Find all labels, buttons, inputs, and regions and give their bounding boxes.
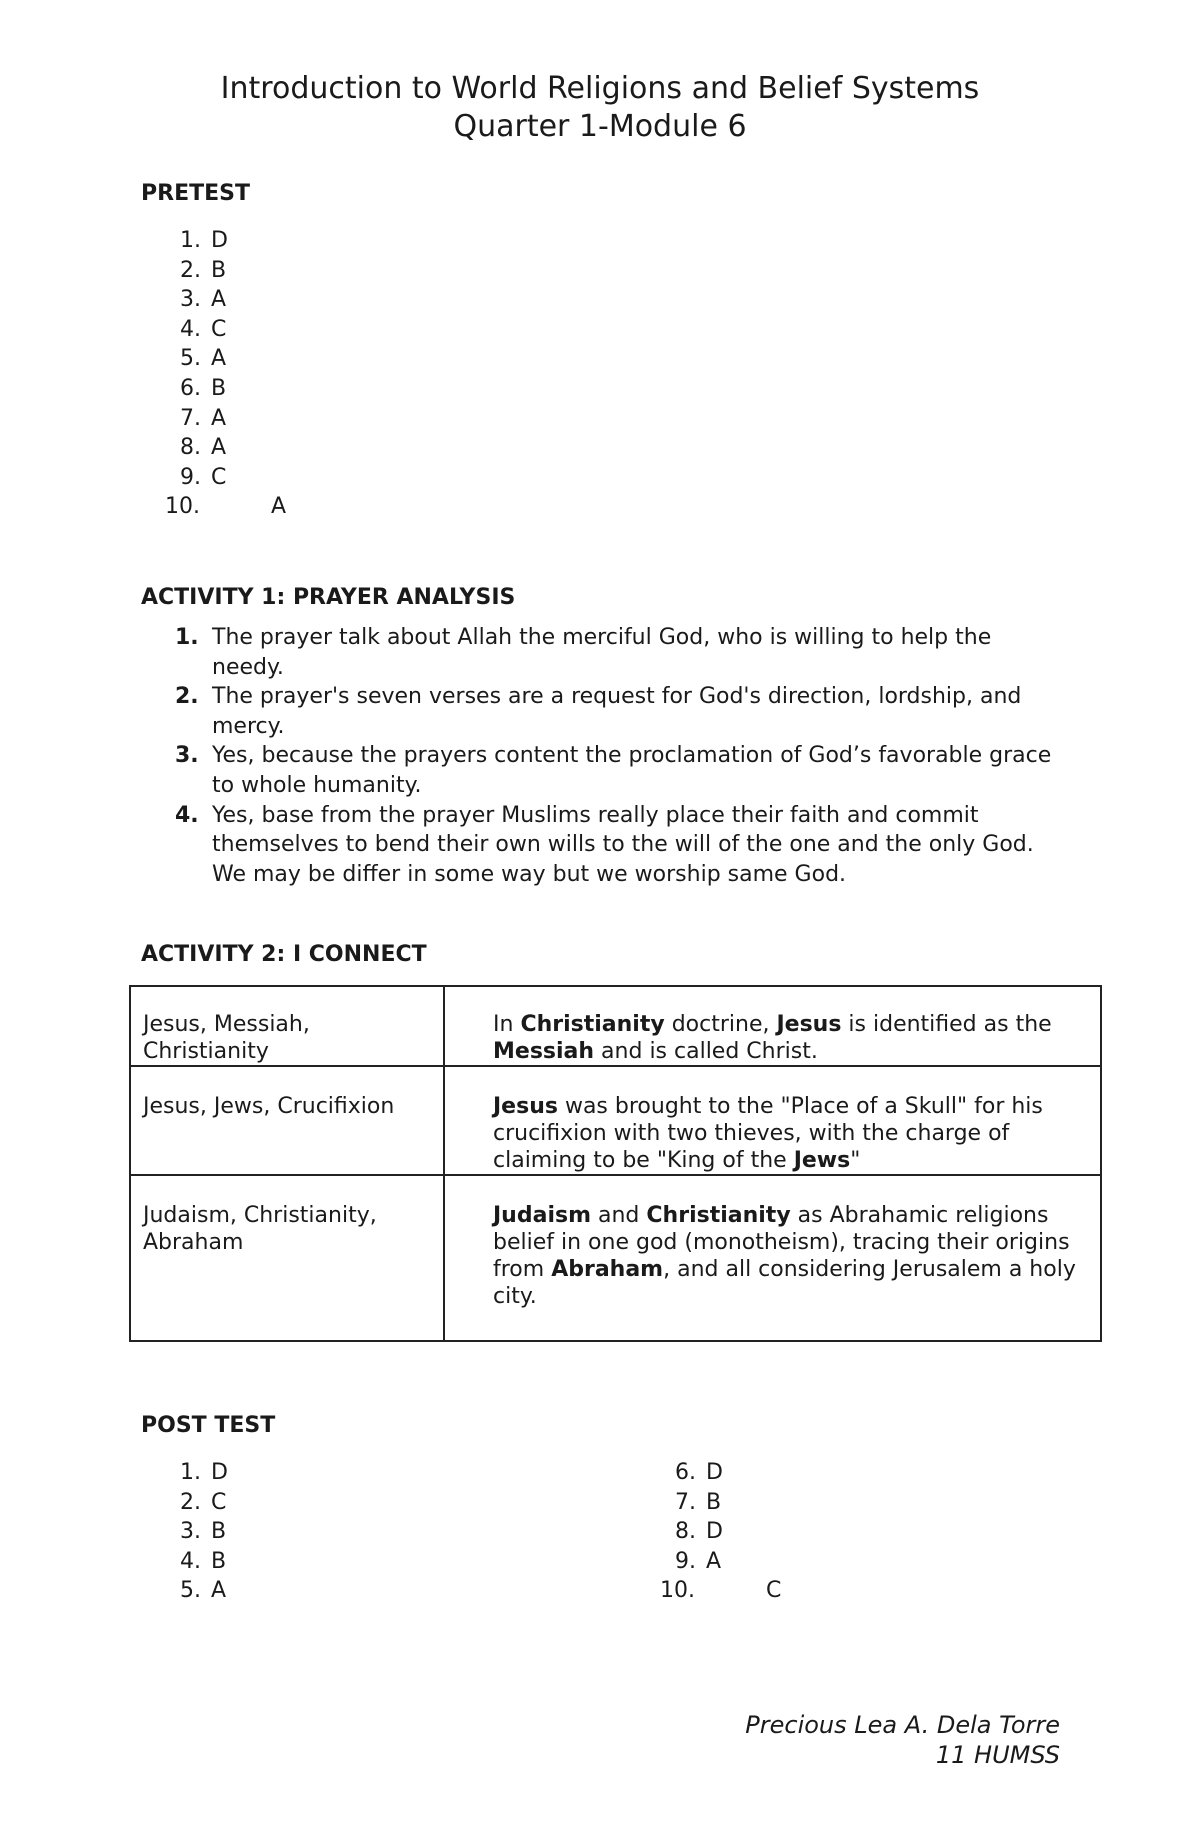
answer-letter: D [211, 228, 228, 253]
title-line-1: Introduction to World Religions and Belief Systems [220, 71, 980, 106]
activity1-heading: ACTIVITY 1: PRAYER ANALYSIS [141, 585, 516, 610]
answer-item [660, 1576, 960, 1606]
answer-item [165, 374, 465, 404]
connect-keyword-bold: Jesus [493, 1094, 558, 1119]
connect-text: and is called Christ. [594, 1039, 818, 1064]
answer-number: 5. [180, 1578, 201, 1604]
answer-letter: D [211, 1460, 228, 1485]
connect-text: is identified as the [841, 1012, 1052, 1037]
student-section: 11 HUMSS [935, 1741, 1060, 1769]
answer-letter: A [211, 287, 227, 313]
answer-item [165, 463, 465, 493]
answer-item [165, 433, 465, 463]
posttest-answer-list-1 [165, 1458, 465, 1606]
connect-text: doctrine, [664, 1012, 777, 1037]
answer-number: 8. [675, 1519, 696, 1545]
connect-table [129, 985, 1102, 1342]
answer-number: 2. [180, 257, 201, 283]
answer-letter: C [766, 1578, 782, 1604]
connect-keywords-text: Judaism, Christianity, Abraham [143, 1203, 377, 1255]
answer-number: 7. [180, 405, 201, 431]
activity1-item-text: The prayer talk about Allah the merciful God, who is willing to help the needy. [212, 625, 992, 680]
connect-text: was brought to the "Place of a Skull" for his crucifixion with two thieves, with the charge of claiming to be "King of the [493, 1094, 1043, 1173]
answer-item [165, 1547, 465, 1577]
connect-text: " [850, 1148, 861, 1173]
answer-item [165, 404, 465, 434]
connect-keyword-bold: Jesus [776, 1012, 842, 1037]
activity1-item-number: 3. [175, 743, 199, 769]
answer-number: 7. [675, 1489, 696, 1515]
answer-number: 9. [180, 464, 201, 490]
answer-number: 2. [180, 1489, 201, 1515]
answer-letter: C [211, 464, 227, 490]
activity2-heading: ACTIVITY 2: I CONNECT [141, 942, 427, 967]
connect-keywords [130, 1175, 444, 1341]
answer-letter: A [706, 1548, 722, 1574]
connect-text: as Abrahamic religions belief in one god (monotheism), tracing their origins from [493, 1203, 1070, 1282]
answer-number: 3. [180, 1519, 201, 1545]
connect-text: and [591, 1203, 647, 1228]
answer-letter: A [271, 494, 287, 520]
activity1-item [175, 741, 1055, 800]
activity1-item-number: 1. [175, 625, 199, 650]
posttest-heading: POST TEST [141, 1413, 276, 1438]
connect-keywords [130, 1066, 444, 1175]
answer-number: 6. [675, 1460, 696, 1485]
answer-item [165, 315, 465, 345]
connect-row [130, 1066, 1101, 1175]
answer-number: 5. [180, 346, 201, 372]
connect-keyword-bold: Abraham [551, 1257, 664, 1282]
answer-letter: C [211, 1489, 227, 1515]
answer-letter: A [211, 1578, 227, 1604]
signature-block [745, 1710, 1060, 1770]
answer-item [660, 1458, 960, 1488]
connect-keyword-bold: Judaism [493, 1203, 592, 1228]
answer-item [660, 1547, 960, 1577]
answer-letter: C [211, 316, 227, 342]
activity1-list [175, 623, 1055, 889]
answer-letter: B [211, 375, 227, 401]
answer-letter: B [211, 1519, 227, 1545]
connect-keyword-bold: Jews [793, 1148, 851, 1173]
answer-item [165, 492, 465, 522]
answer-number: 1. [180, 1460, 201, 1485]
connect-text: In [493, 1012, 521, 1037]
answer-number: 3. [180, 287, 201, 313]
answer-item [165, 1458, 465, 1488]
answer-letter: B [706, 1489, 722, 1515]
answer-letter: D [706, 1460, 723, 1485]
pretest-heading: PRETEST [141, 181, 250, 206]
student-name: Precious Lea A. Dela Torre [745, 1711, 1060, 1739]
answer-item [660, 1517, 960, 1547]
answer-letter: B [211, 257, 227, 283]
answer-item [165, 1517, 465, 1547]
connect-row [130, 1175, 1101, 1341]
activity1-item [175, 623, 1055, 682]
answer-item [165, 226, 465, 256]
answer-item [165, 256, 465, 286]
connect-keyword-bold: Messiah [493, 1039, 595, 1064]
answer-item [660, 1488, 960, 1518]
connect-keyword-bold: Christianity [646, 1203, 791, 1228]
activity1-item-number: 2. [175, 684, 199, 710]
connect-explanation [444, 1066, 1101, 1175]
answer-item [165, 1488, 465, 1518]
connect-keywords [130, 986, 444, 1066]
answer-item [165, 344, 465, 374]
document-title [0, 70, 1200, 146]
connect-explanation [444, 986, 1101, 1066]
connect-keywords-text: Jesus, Messiah, Christianity [143, 1012, 310, 1064]
answer-item [165, 285, 465, 315]
answer-letter: D [706, 1519, 723, 1545]
answer-letter: A [211, 435, 227, 461]
connect-text: , and all considering Jerusalem a holy city. [493, 1257, 1076, 1309]
answer-number: 10. [660, 1578, 695, 1604]
activity1-item-text: Yes, because the prayers content the proclamation of God’s favorable grace to whole humanity. [212, 743, 1052, 798]
answer-letter: B [211, 1548, 227, 1574]
posttest-answer-list-2 [660, 1458, 960, 1606]
answer-number: 8. [180, 435, 201, 461]
activity1-item-text: Yes, base from the prayer Muslims really place their faith and commit themselves to bend their own wills to the will of the one and the only God. We may be differ in some way but we worship same God. [212, 802, 1034, 887]
answer-letter: A [211, 346, 227, 372]
activity1-item-text: The prayer's seven verses are a request for God's direction, lordship, and mercy. [212, 684, 1022, 739]
connect-keywords-text: Jesus, Jews, Crucifixion [143, 1094, 395, 1119]
answer-number: 9. [675, 1548, 696, 1574]
title-line-2: Quarter 1-Module 6 [453, 109, 747, 144]
answer-letter: A [211, 405, 227, 431]
answer-number: 4. [180, 316, 201, 342]
answer-number: 1. [180, 228, 201, 253]
pretest-answer-list [165, 226, 465, 522]
answer-number: 4. [180, 1548, 201, 1574]
activity1-item [175, 801, 1055, 890]
answer-number: 10. [165, 494, 200, 520]
activity1-item-number: 4. [175, 802, 199, 828]
activity1-item [175, 682, 1055, 741]
connect-keyword-bold: Christianity [520, 1012, 665, 1037]
connect-explanation [444, 1175, 1101, 1341]
connect-row [130, 986, 1101, 1066]
answer-item [165, 1576, 465, 1606]
answer-number: 6. [180, 375, 201, 401]
